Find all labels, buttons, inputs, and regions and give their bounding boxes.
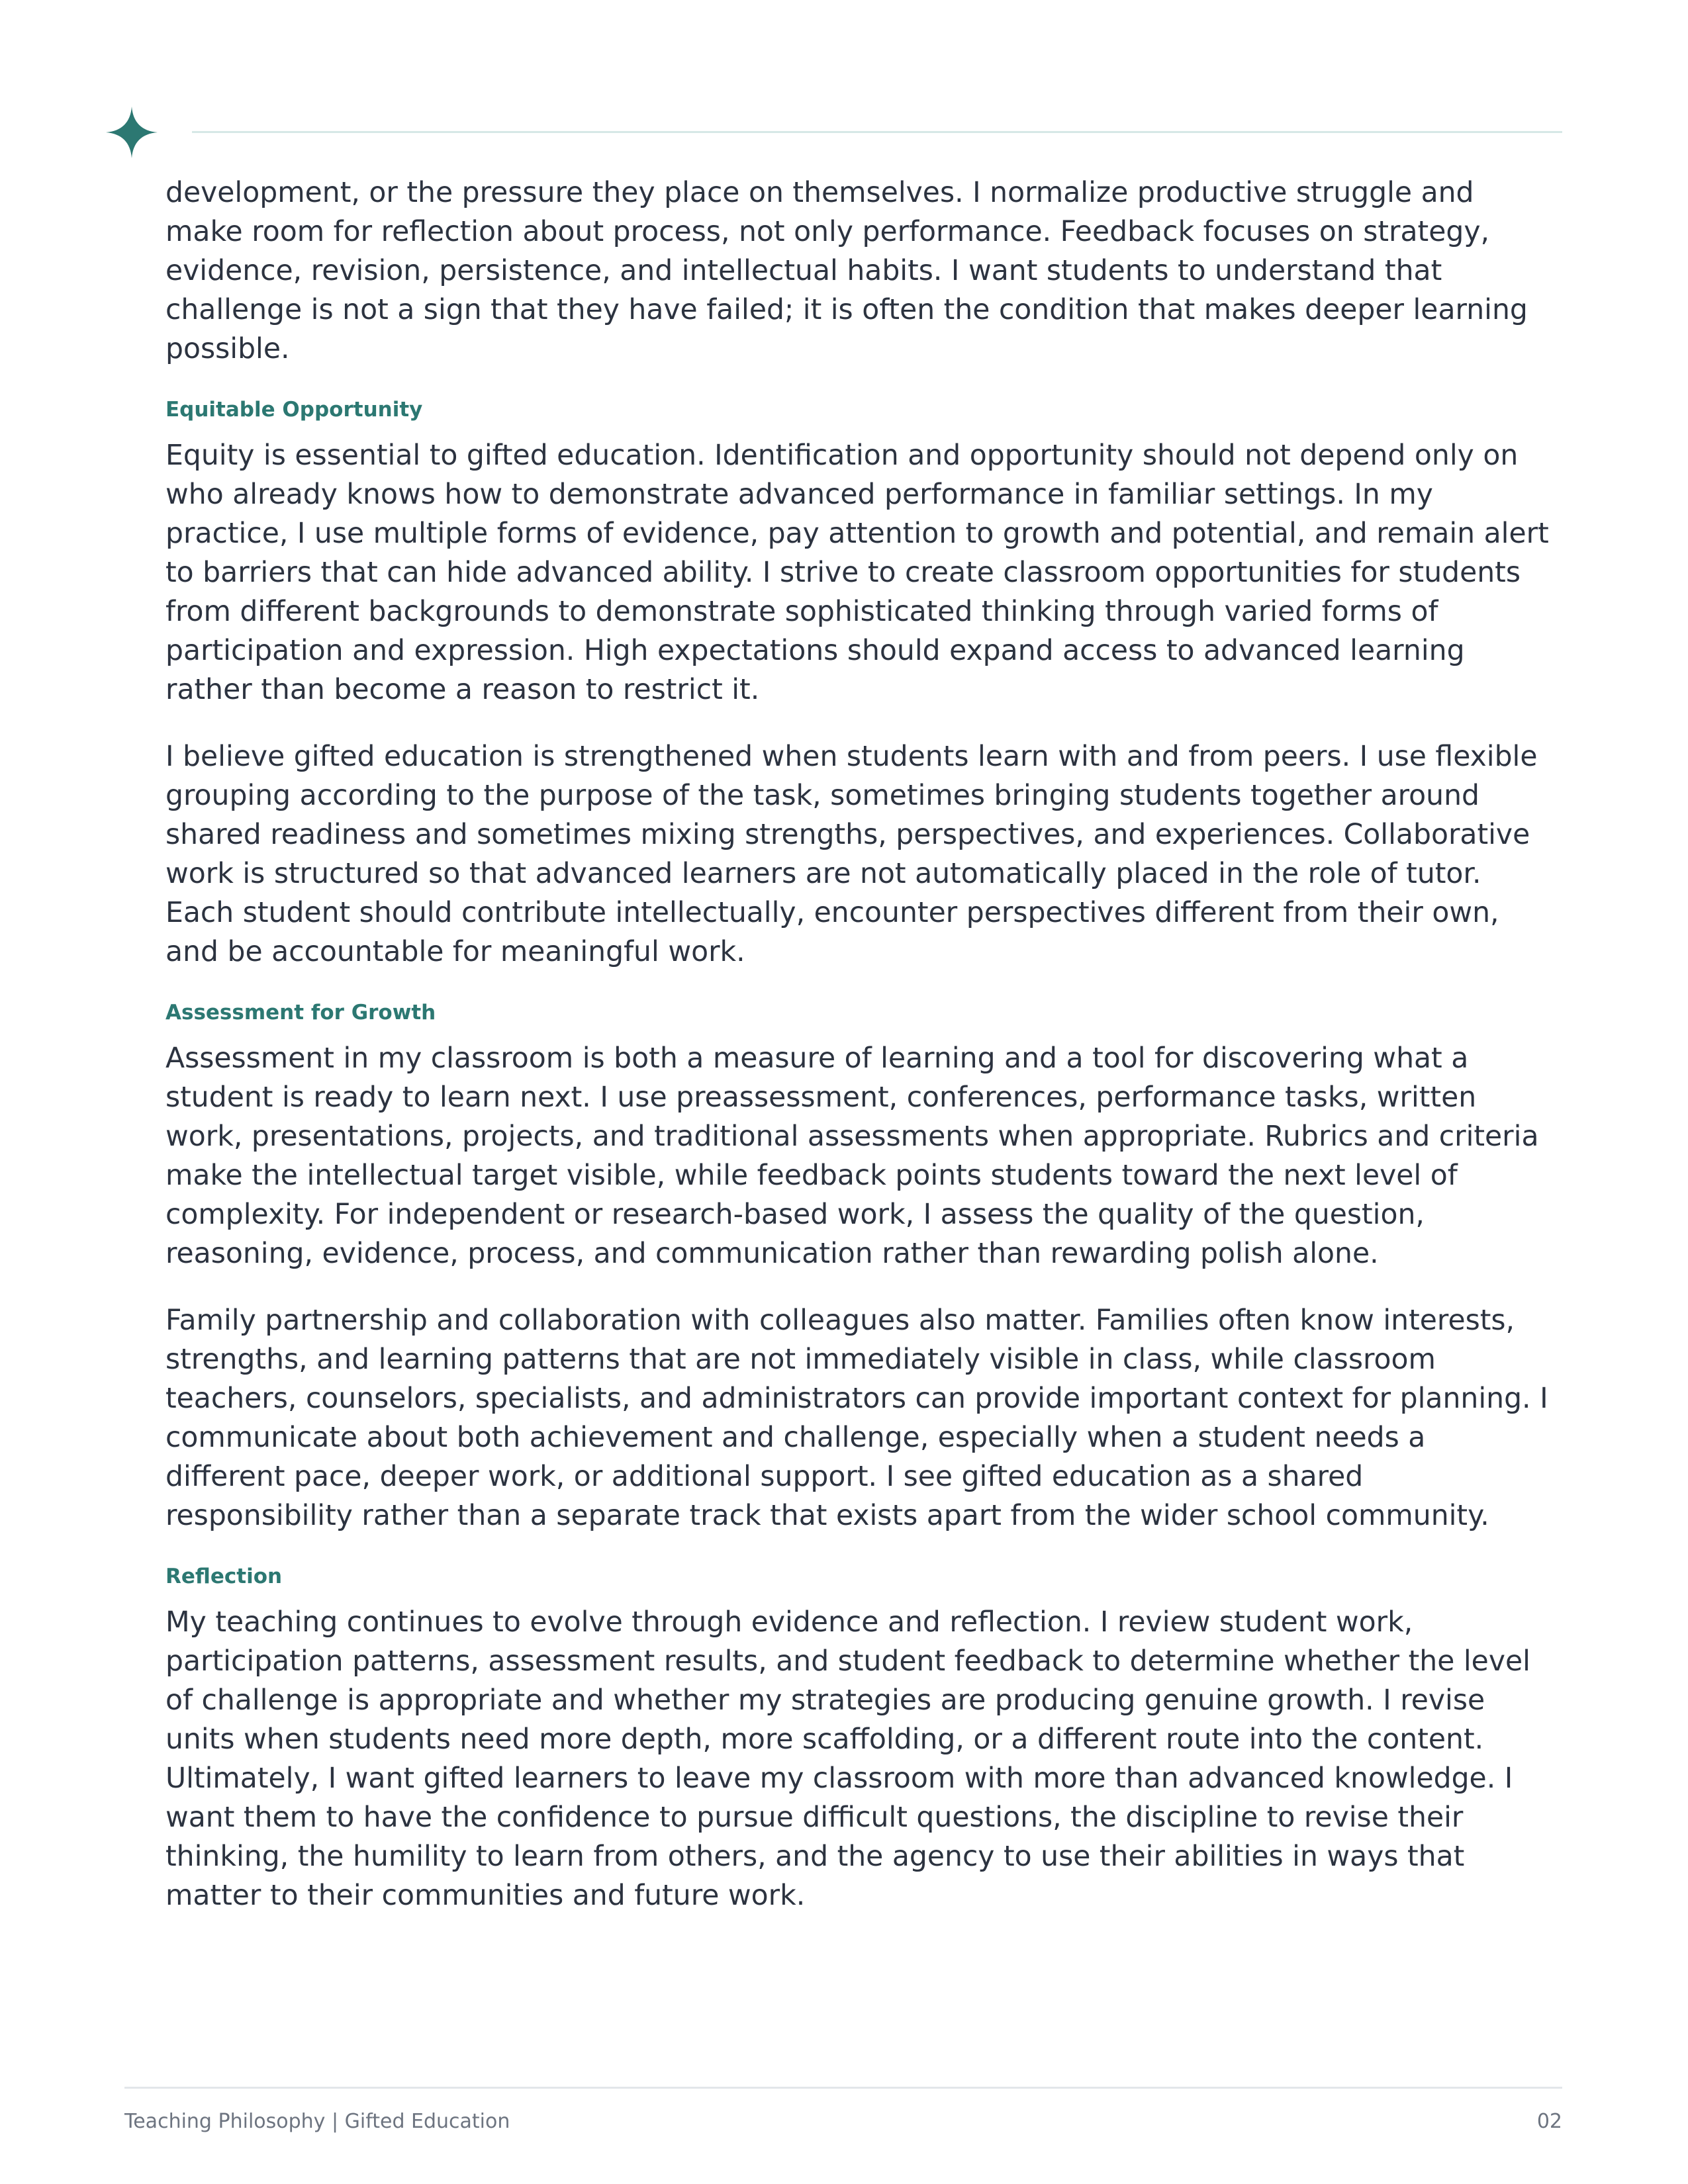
body-paragraph: I believe gifted education is strengthened when students learn with and from peers. I use flexible grouping according to the purpose of the task, sometimes bringing students together around shared readiness and sometimes mixing strengths, perspectives, and experiences. Collaborative work is structured so that advanced learners are not automatically placed in the role of tutor. Each student should contribute intellectually, encounter perspectives different from their own, and be accountable for meaningful work. [165, 741, 1538, 968]
section-heading-assessment-for-growth: Assessment for Growth [165, 1001, 436, 1024]
body-paragraph: development, or the pressure they place on themselves. I normalize productive struggle and make room for reflection about process, not only performance. Feedback focuses on strategy, evidence, revision, persistence, and intellectual habits. I want students to understand that challenge is not a sign that they have failed; it is often the condition that makes deeper learning possible. [165, 177, 1528, 365]
four-point-star-icon [106, 107, 158, 158]
footer-document-title: Teaching Philosophy | Gifted Education [124, 2110, 510, 2133]
header-divider [192, 131, 1562, 133]
body-paragraph: Family partnership and collaboration with colleagues also matter. Families often know interests, strengths, and learning patterns that are not immediately visible in class, while classroom teachers, counselors, specialists, and administrators can provide important context for planning. I communicate about both achievement and challenge, especially when a student needs a different pace, deeper work, or additional support. I see gifted education as a shared responsibility rather than a separate track that exists apart from the wider school community. [165, 1304, 1548, 1532]
footer-divider [124, 2087, 1562, 2089]
body-paragraph: Equity is essential to gifted education. Identification and opportunity should not depend only on who already knows how to demonstrate advanced performance in familiar settings. In my practice, I use multiple forms of evidence, pay attention to growth and potential, and remain alert to barriers that can hide advanced ability. I strive to create classroom opportunities for students from different backgrounds to demonstrate sophisticated thinking through varied forms of participation and expression. High expectations should expand access to advanced learning rather than become a reason to restrict it. [165, 439, 1549, 706]
page-content [165, 173, 1549, 1943]
section-heading-equitable-opportunity: Equitable Opportunity [165, 398, 423, 422]
body-paragraph: My teaching continues to evolve through evidence and reflection. I review student work, participation patterns, assessment results, and student feedback to determine whether the level of challenge is appropriate and whether my strategies are producing genuine growth. I revise units when students need more depth, more scaffolding, or a different route into the content. Ultimately, I want gifted learners to leave my classroom with more than advanced knowledge. I want them to have the confidence to pursue difficult questions, the discipline to revise their thinking, the humility to learn from others, and the agency to use their abilities in ways that matter to their communities and future work. [165, 1606, 1530, 1912]
body-paragraph: Assessment in my classroom is both a measure of learning and a tool for discovering what a student is ready to learn next. I use preassessment, conferences, performance tasks, written work, presentations, projects, and traditional assessments when appropriate. Rubrics and criteria make the intellectual target visible, while feedback points students toward the next level of complexity. For independent or research-based work, I assess the quality of the question, reasoning, evidence, process, and communication rather than rewarding polish alone. [165, 1042, 1539, 1270]
footer-page-number: 02 [1536, 2110, 1562, 2133]
section-heading-reflection: Reflection [165, 1565, 283, 1588]
